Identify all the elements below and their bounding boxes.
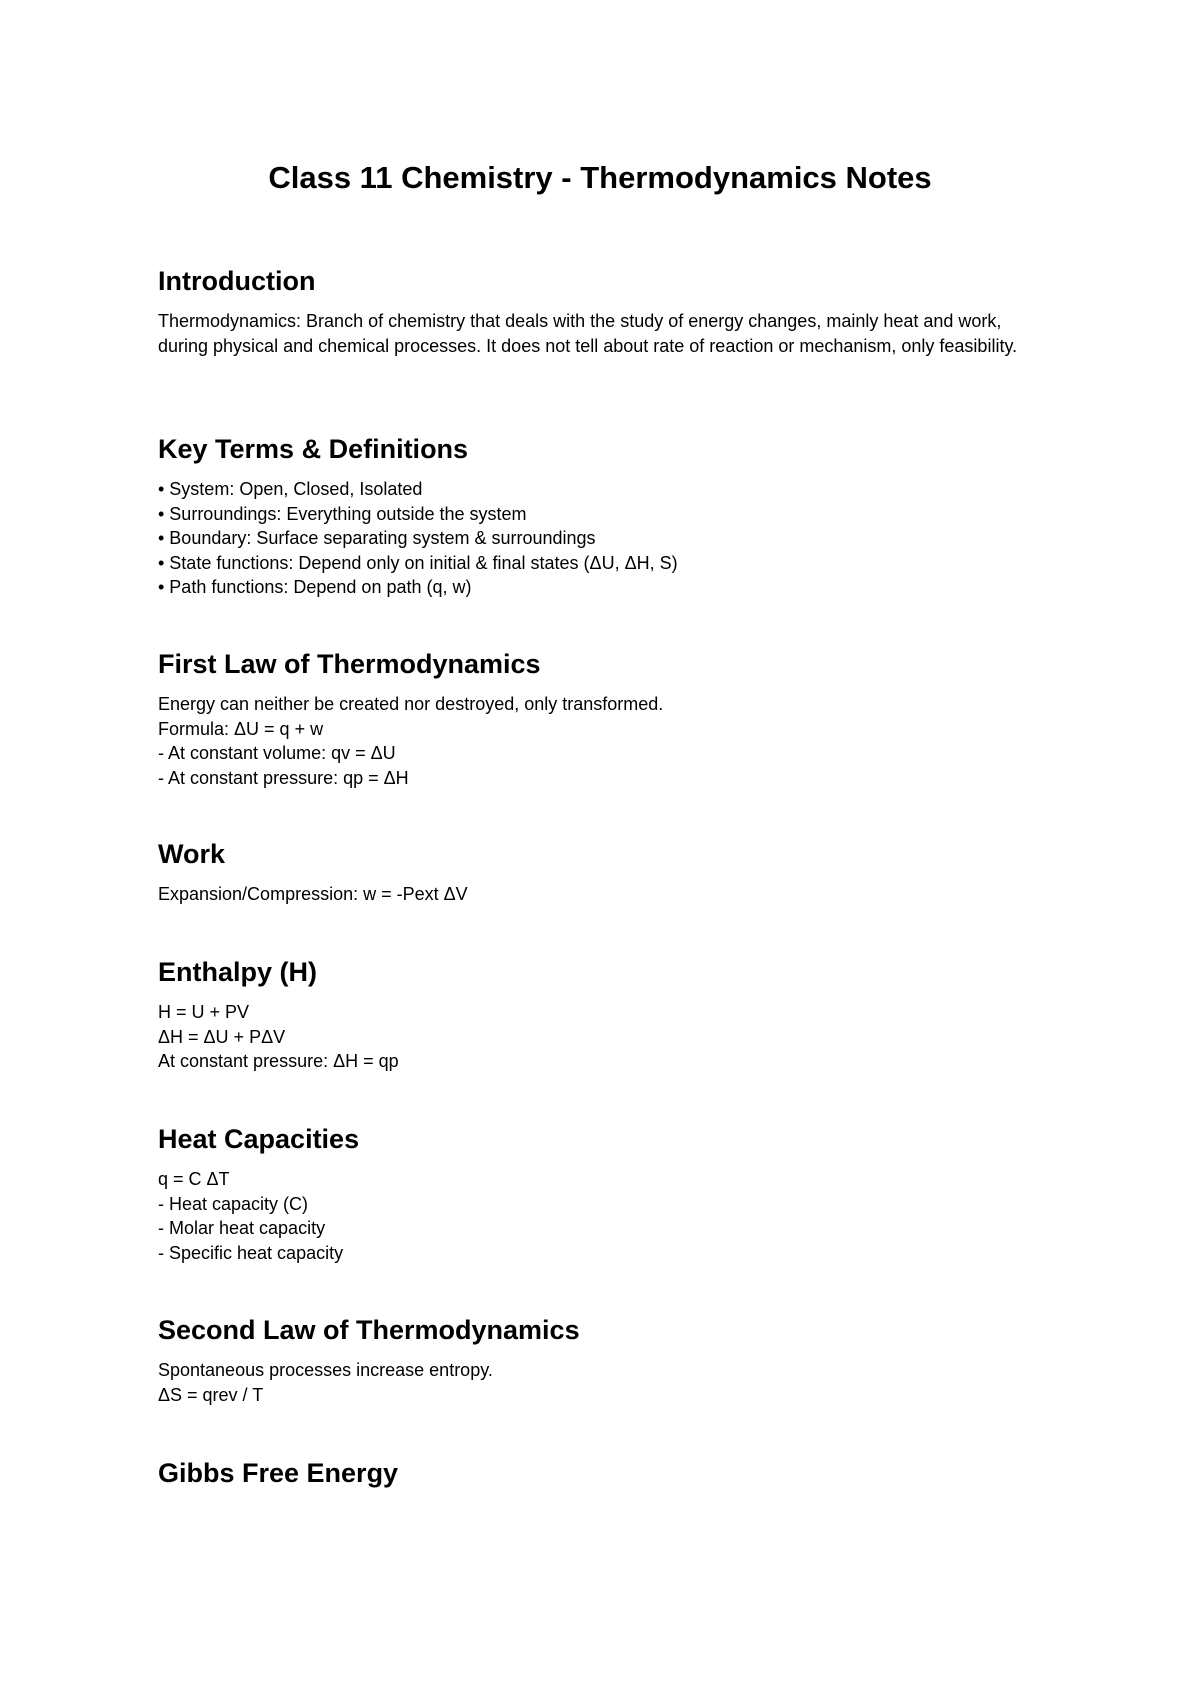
text-line: - Specific heat capacity	[158, 1242, 344, 1263]
text-line: ΔH = ΔU + PΔV	[158, 1026, 286, 1047]
section-heat-capacities	[158, 1122, 1058, 1265]
text-line: Formula: ΔU = q + w	[158, 718, 324, 739]
text-line: H = U + PV	[158, 1002, 250, 1022]
intro-paragraph: Thermodynamics: Branch of chemistry that deals with the study of energy changes, mainly heat and work, during physical and chemical processes. It does not tell about rate of reaction or mechanism, only feasibility.	[158, 311, 1018, 356]
section-body	[158, 309, 1058, 358]
text-line: - At constant volume: qv = ΔU	[158, 743, 396, 763]
section-heading: First Law of Thermodynamics	[158, 649, 541, 679]
section-body	[158, 882, 1058, 907]
text-line: - Heat capacity (C)	[158, 1193, 309, 1214]
section-second-law	[158, 1313, 1058, 1407]
text-line: - At constant pressure: qp = ΔH	[158, 767, 409, 788]
text-line: q = C ΔT	[158, 1169, 230, 1189]
text-line: Energy can neither be created nor destroyed, only transformed.	[158, 694, 664, 714]
section-body	[158, 477, 1058, 600]
list-item: • Path functions: Depend on path (q, w)	[158, 577, 472, 597]
text-line: Expansion/Compression: w = -Pext ΔV	[158, 884, 468, 904]
document-title: Class 11 Chemistry - Thermodynamics Notes	[268, 160, 932, 195]
text-line: At constant pressure: ΔH = qp	[158, 1051, 399, 1071]
section-heading: Gibbs Free Energy	[158, 1458, 399, 1488]
section-heading: Key Terms & Definitions	[158, 434, 469, 464]
section-body	[158, 1167, 1058, 1265]
section-first-law	[158, 647, 1058, 790]
text-line: Spontaneous processes increase entropy.	[158, 1360, 493, 1380]
section-gibbs-free-energy	[158, 1456, 1058, 1490]
section-heading: Introduction	[158, 266, 316, 296]
text-line: - Molar heat capacity	[158, 1218, 326, 1238]
list-item: • State functions: Depend only on initial & final states (ΔU, ΔH, S)	[158, 552, 678, 573]
section-heading: Enthalpy (H)	[158, 957, 317, 987]
section-body	[158, 1000, 1058, 1074]
section-heading: Second Law of Thermodynamics	[158, 1315, 580, 1345]
section-body	[158, 1358, 1058, 1407]
section-enthalpy	[158, 955, 1058, 1074]
list-item: • Surroundings: Everything outside the system	[158, 503, 527, 524]
text-line: ΔS = qrev / T	[158, 1384, 264, 1405]
list-item: • Boundary: Surface separating system & surroundings	[158, 528, 596, 548]
section-key-terms	[158, 432, 1058, 600]
list-item: • System: Open, Closed, Isolated	[158, 479, 423, 499]
section-introduction	[158, 264, 1058, 358]
section-heading: Work	[158, 839, 226, 869]
section-body	[158, 692, 1058, 790]
section-work	[158, 837, 1058, 907]
section-heading: Heat Capacities	[158, 1124, 360, 1154]
